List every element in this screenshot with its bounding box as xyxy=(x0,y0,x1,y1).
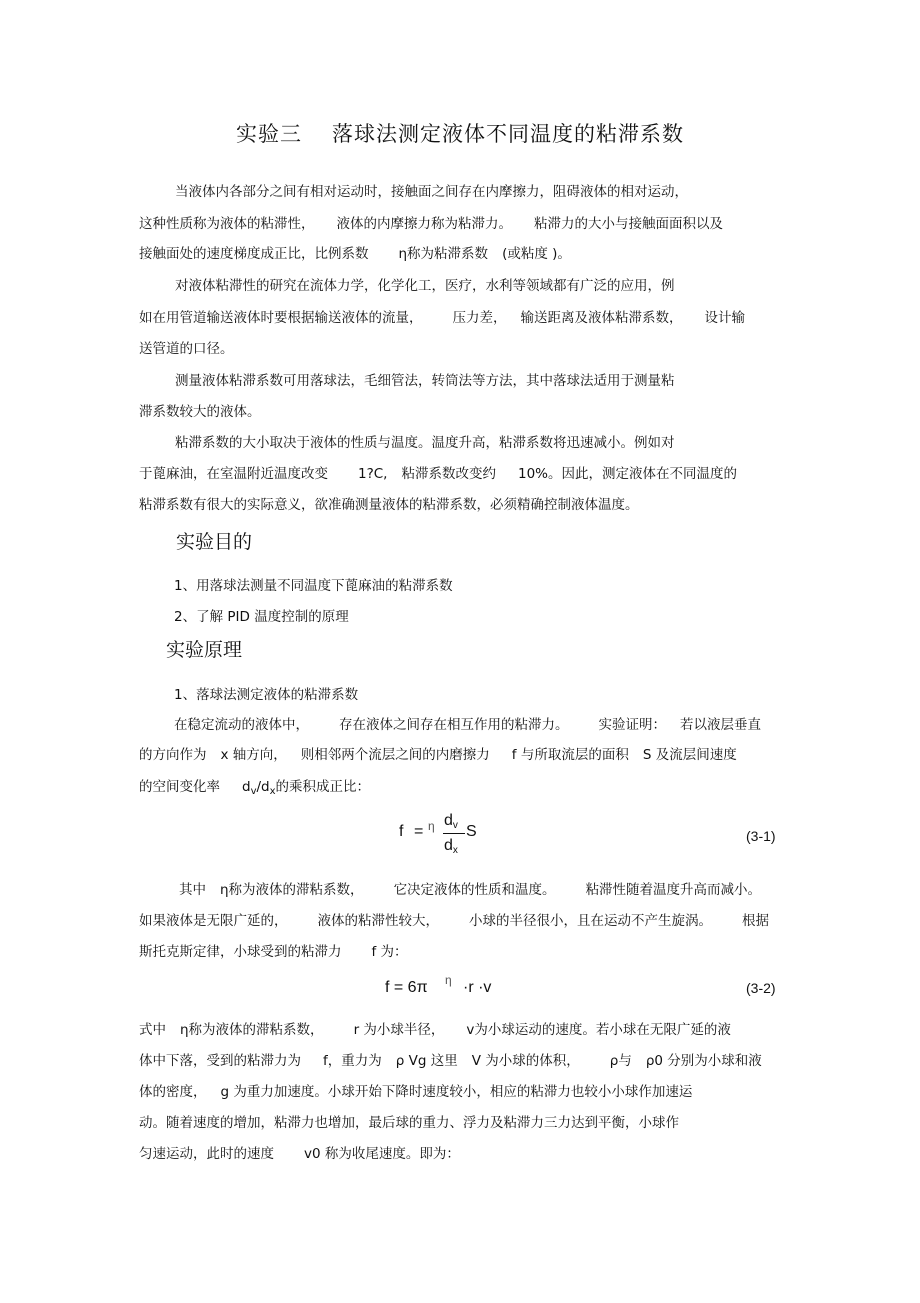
intro-p2-line2: 如在用管道输送液体时要根据输送液体的流量， 压力差， 输送距离及液体粘滞系数， 设计输 xyxy=(139,310,745,326)
intro-p2-line3: 送管道的口径。 xyxy=(139,341,234,357)
principle-p1-line1: 在稳定流动的液体中， 存在液体之间存在相互作用的粘滞力。 实验证明： 若以液层垂直 xyxy=(174,717,761,733)
section-purpose-heading: 实验目的 xyxy=(176,531,253,553)
intro-p1-line1: 当液体内各部分之间有相对运动时，接触面之间存在内摩擦力，阻碍液体的相对运动， xyxy=(175,184,688,200)
intro-p4-line2: 于蓖麻油，在室温附近温度改变 1?C, 粘滞系数改变约 10%。因此，测定液体在不同温度的 xyxy=(139,466,737,482)
eq1-numerator: $d_v$ xyxy=(444,812,458,831)
principle-p3-line5: 匀速运动，此时的速度 v0 称为收尾速度。即为： xyxy=(139,1146,460,1162)
principle-sub1: 1、落球法测定液体的粘滞系数 xyxy=(174,687,359,703)
eq2-eta: η xyxy=(445,973,452,987)
intro-p4-line1: 粘滞系数的大小取决于液体的性质与温度。温度升高，粘滞系数将迅速减小。例如对 xyxy=(175,435,675,451)
eq1-fraction-bar xyxy=(443,833,465,834)
eq2-label: (3-2) xyxy=(746,980,776,996)
principle-p3-line4: 动。随着速度的增加，粘滞力也增加，最后球的重力、浮力及粘滞力三力达到平衡，小球作 xyxy=(139,1115,679,1131)
purpose-item-2: 2、了解 PID 温度控制的原理 xyxy=(174,609,349,625)
principle-p1-line3: 的空间变化率 $d_v/d_x$的乘积成正比： xyxy=(139,779,371,797)
eq1-eta: η xyxy=(428,819,435,833)
principle-p2-line3: 斯托克斯定律，小球受到的粘滞力 f 为： xyxy=(139,944,408,960)
title-part2: 落球法测定液体不同温度的粘滞系数 xyxy=(332,122,684,146)
title-part1: 实验三 xyxy=(236,122,302,146)
intro-p4-line3: 粘滞系数有很大的实际意义，欲准确测量液体的粘滞系数，必须精确控制液体温度。 xyxy=(139,497,639,513)
intro-p2-line1: 对液体粘滞性的研究在流体力学，化学化工，医疗，水利等领域都有广泛的应用，例 xyxy=(175,278,675,294)
eq2-left: f = 6π xyxy=(385,979,428,996)
principle-p2-line2: 如果液体是无限广延的， 液体的粘滞性较大， 小球的半径很小，且在运动不产生旋涡。 根据 xyxy=(139,913,769,929)
eq1-label: (3-1) xyxy=(746,828,776,844)
intro-p1-line2: 这种性质称为液体的粘滞性， 液体的内摩擦力称为粘滞力。 粘滞力的大小与接触面面积以及 xyxy=(139,216,723,232)
principle-p1-line2: 的方向作为 x 轴方向， 则相邻两个流层之间的内磨擦力 f 与所取流层的面积 S 及流层间速度 xyxy=(139,747,737,763)
principle-p3-line1: 式中 η称为液体的滞粘系数， r 为小球半径， v为小球运动的速度。若小球在无限广延的液 xyxy=(139,1022,731,1038)
eq1-denominator: $d_x$ xyxy=(444,837,458,856)
eq1-lhs: f xyxy=(399,823,404,840)
principle-p2-line1: 其中 η称为液体的滞粘系数， 它决定液体的性质和温度。 粘滞性随着温度升高而减小。 xyxy=(179,882,762,898)
page-title xyxy=(0,118,920,148)
section-principle-heading: 实验原理 xyxy=(166,639,243,661)
eq1-equals: = xyxy=(414,823,424,840)
principle-p3-line2: 体中下落，受到的粘滞力为 f，重力为 ρ Vg 这里 V 为小球的体积， ρ与 ρ0 分别为小球和液 xyxy=(139,1053,762,1069)
principle-p3-line3: 体的密度， g 为重力加速度。小球开始下降时速度较小，相应的粘滞力也较小小球作加速运 xyxy=(139,1084,693,1100)
eq1-area: S xyxy=(466,823,477,840)
intro-p3-line2: 滞系数较大的液体。 xyxy=(139,404,261,420)
purpose-item-1: 1、用落球法测量不同温度下蓖麻油的粘滞系数 xyxy=(174,578,453,594)
eq2-right: ·r ·v xyxy=(463,979,492,996)
intro-p1-line3: 接触面处的速度梯度成正比，比例系数 η称为粘滞系数 (或粘度 )。 xyxy=(139,246,571,262)
intro-p3-line1: 测量液体粘滞系数可用落球法，毛细管法，转筒法等方法，其中落球法适用于测量粘 xyxy=(175,373,675,389)
